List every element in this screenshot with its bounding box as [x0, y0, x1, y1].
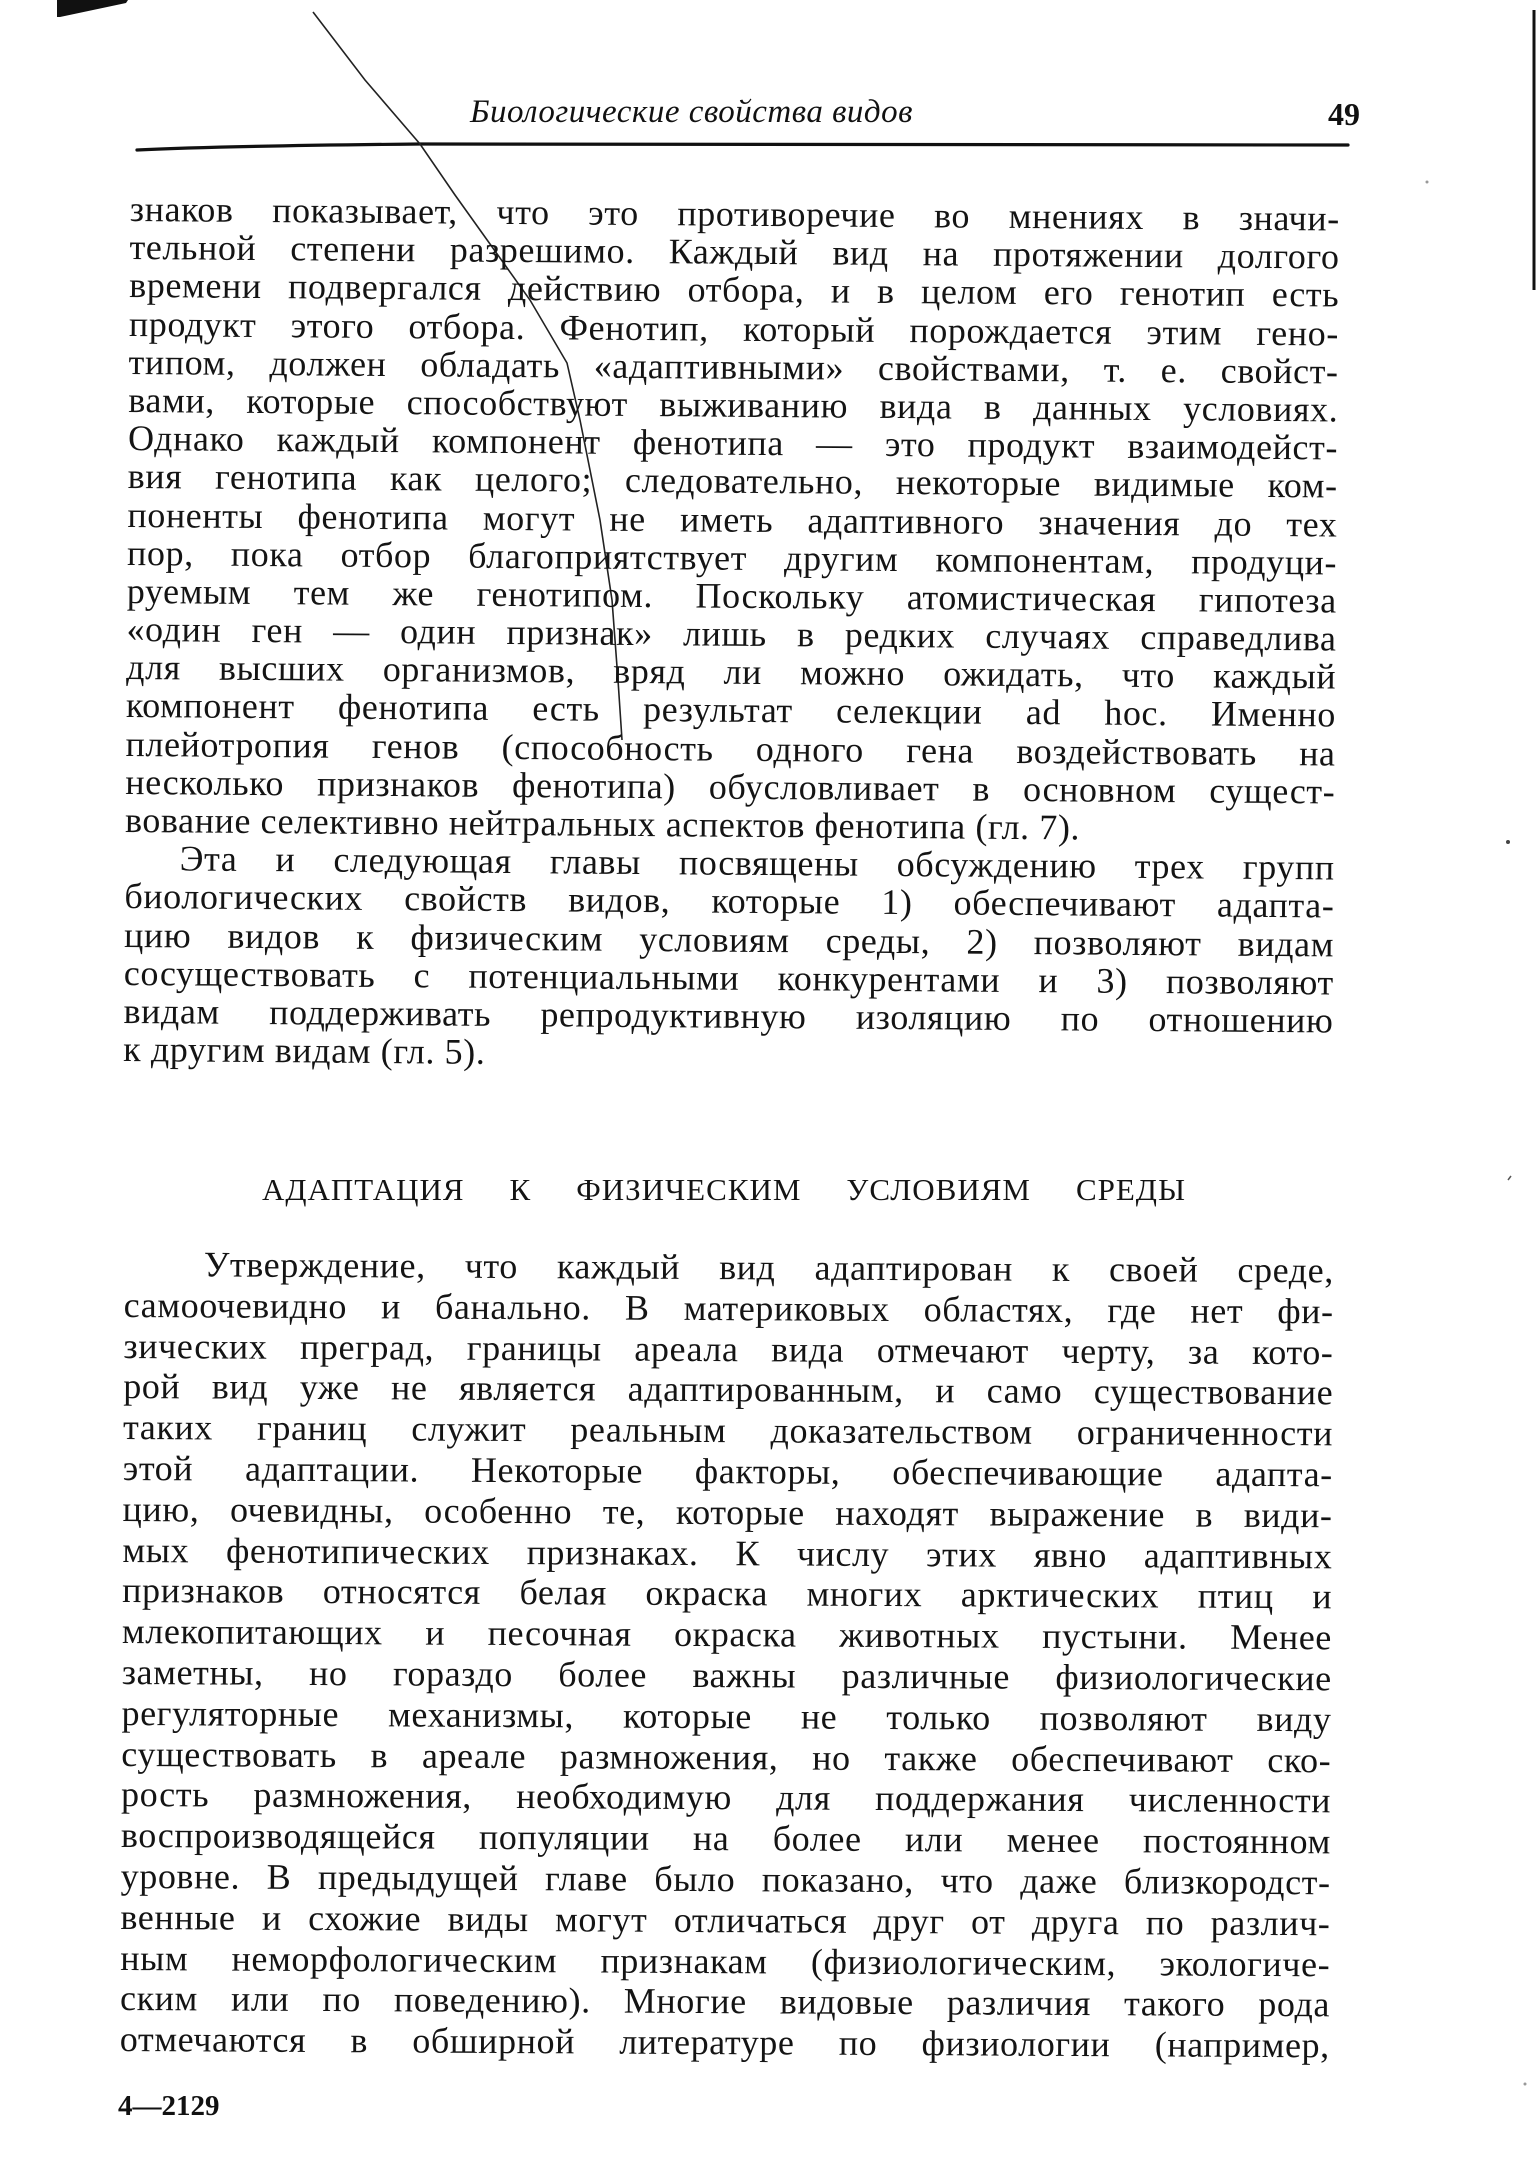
- text-line: поненты фенотипа могут не иметь адаптивного значения до тех: [127, 494, 1338, 544]
- section-1-text: [123, 190, 1340, 1078]
- page-number: 49: [1328, 96, 1360, 132]
- text-line: рой вид уже не является адаптированным, и само существование: [123, 1366, 1334, 1413]
- section-heading: АДАПТАЦИЯ К ФИЗИЧЕСКИМ УСЛОВИЯМ СРЕДЫ: [262, 1172, 1186, 1207]
- speck: [1426, 181, 1429, 184]
- running-title: Биологические свойства видов: [470, 94, 913, 130]
- text-line: Однако каждый компонент фенотипа — это продукт взаимодейст-: [127, 418, 1339, 468]
- text-line: уровне. В предыдущей главе было показано, что даже близкородст-: [120, 1855, 1331, 1903]
- printer-signature-mark: 4—2129: [118, 2090, 220, 2122]
- text-line: биологических свойств видов, которые 1) обеспечивают адапта-: [124, 876, 1335, 926]
- text-line: типом, должен обладать «адаптивными» свойствами, т. е. свойст-: [128, 341, 1339, 392]
- text-line: млекопитающих и песочная окраска животных пустыни. Менее: [121, 1611, 1333, 1658]
- text-line: времени подвергался действию отбора, и в целом его генотип есть: [129, 265, 1340, 315]
- text-line: Эта и следующая главы посвящены обсуждению трех групп: [179, 838, 1335, 888]
- text-line: пор, пока отбор благоприятствует другим компонентам, продуци-: [126, 532, 1338, 583]
- text-line: компонент фенотипа есть результат селекции ad hoc. Именно: [125, 685, 1337, 735]
- text-line: ским или по поведению). Многие видовые различия такого рода: [119, 1978, 1331, 2025]
- text-line: руемым тем же генотипом. Поскольку атомистическая гипотеза: [126, 570, 1337, 621]
- text-line: плейотропия генов (способность одного гена воздействовать на: [125, 723, 1336, 774]
- text-line: отмечаются в обширной литературе по физиологии (например,: [119, 2019, 1330, 2066]
- text-line: цию, очевидны, особенно те, которые находят выражение в види-: [122, 1488, 1333, 1536]
- text-line: знаков показывает, что это противоречие во мнениях в значи-: [129, 189, 1340, 239]
- text-line: ным неморфологическим признакам (физиологическим, экологиче-: [120, 1937, 1331, 1984]
- speck: [1524, 2083, 1527, 2086]
- text-line: таких границ служит реальным доказательством ограниченности: [122, 1407, 1334, 1454]
- text-line: для высших организмов, вряд ли можно ожидать, что каждый: [126, 647, 1337, 697]
- text-line: вование селективно нейтральных аспектов фенотипа (гл. 7).: [124, 799, 1081, 848]
- text-line: этой адаптации. Некоторые факторы, обеспечивающие адапта-: [122, 1447, 1333, 1495]
- text-line: венные и схожие виды могут отличаться друг от друга по различ-: [120, 1896, 1331, 1944]
- text-line: цию видов к физическим условиям среды, 2) позволяют видам: [123, 914, 1335, 965]
- text-line: вия генотипа как целого; следовательно, некоторые видимые ком-: [127, 456, 1338, 506]
- text-line: Утверждение, что каждый вид адаптирован к своей среде,: [203, 1244, 1334, 1291]
- text-line: мых фенотипических признаках. К числу этих явно адаптивных: [122, 1529, 1333, 1576]
- corner-scan-shadow: [57, 0, 128, 17]
- text-line: сосуществовать с потенциальными конкурентами и 3) позволяют: [123, 952, 1334, 1003]
- text-line: самоочевидно и банально. В материковых областях, где нет фи-: [123, 1284, 1334, 1332]
- text-line: признаков относятся белая окраска многих арктических птиц и: [122, 1570, 1333, 1617]
- text-line: тельной степени разрешимо. Каждый вид на протяжении долгого: [129, 227, 1340, 277]
- text-line: воспроизводящейся популяции на более или менее постоянном: [120, 1815, 1331, 1862]
- text-line: вами, которые способствуют выживанию вида в данных условиях.: [128, 379, 1339, 430]
- text-line: к другим видам (гл. 5).: [123, 1029, 486, 1072]
- text-line: заметны, но гораздо более важны различные физиологические: [121, 1651, 1332, 1699]
- text-line: существовать в ареале размножения, но также обеспечивают ско-: [121, 1733, 1332, 1780]
- text-line: несколько признаков фенотипа) обусловливает в основном сущест-: [125, 761, 1336, 812]
- speck: [1506, 840, 1510, 844]
- text-line: видам поддерживать репродуктивную изоляцию по отношению: [123, 990, 1334, 1041]
- section-2-text: [120, 1244, 1334, 2066]
- text-line: «один ген — один признак» лишь в редких случаях справедлива: [126, 609, 1337, 659]
- text-line: зических преград, границы ареала вида отмечают черту, за кото-: [123, 1325, 1334, 1372]
- text-line: регуляторные механизмы, которые не только позволяют виду: [121, 1692, 1332, 1740]
- text-line: продукт этого отбора. Фенотип, который порождается этим гено-: [128, 303, 1340, 354]
- header-rule: [137, 144, 1348, 150]
- speck: [1508, 1176, 1511, 1180]
- text-line: рость размножения, необходимую для поддержания численности: [121, 1774, 1332, 1821]
